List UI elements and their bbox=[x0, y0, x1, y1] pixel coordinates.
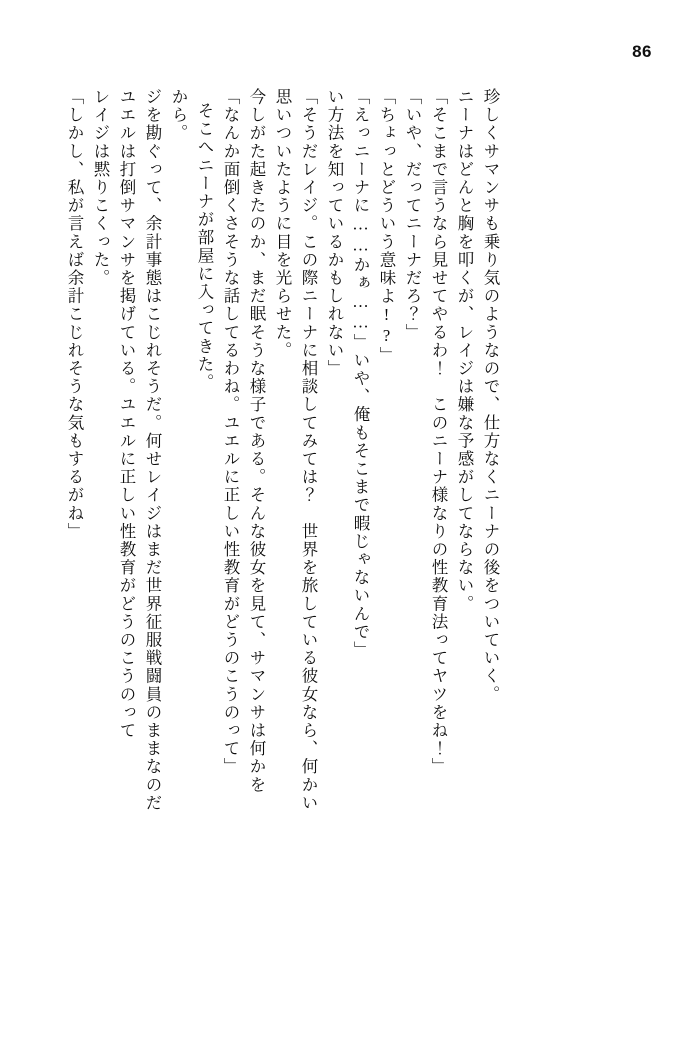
text-column: 「そうだレイジ。この際ニーナに相談してみては？ 世界を旅している彼女なら、何かい bbox=[299, 88, 318, 812]
text-column: い方法を知っているかもしれない」 bbox=[325, 88, 344, 378]
page-number: 86 bbox=[632, 42, 652, 61]
text-column: 今しがた起きたのか、まだ眠そうな様子である。そんな彼女を見て、サマンサは何かを bbox=[247, 88, 266, 794]
text-column: 「えっニーナに……かぁ……」いや、俺もそこまで暇じゃないんで」 bbox=[351, 88, 370, 660]
text-column: 「ちょっとどういう意味よ!?」 bbox=[377, 88, 396, 365]
text-column: 思いついたように目を光らせた。 bbox=[273, 88, 292, 360]
text-column: ユエルは打倒サマンサを掲げている。ユエルに正しい性教育がどうのこうのって bbox=[117, 88, 136, 740]
text-column: 「そこまで言うなら見せてやるわ！ このニーナ様なりの性教育法ってヤツをね！」 bbox=[429, 88, 448, 776]
text-column: から。 bbox=[169, 88, 188, 143]
text-column: 「なんか面倒くさそうな話してるわね。ユエルに正しい性教育がどうのこうのって」 bbox=[221, 88, 240, 776]
text-column: ニーナはどんと胸を叩くが、レイジは嫌な予感がしてならない。 bbox=[455, 88, 474, 613]
vertical-text-body bbox=[56, 88, 656, 978]
text-column: 「いや、だってニーナだろ？」 bbox=[403, 88, 422, 342]
text-column: 「しかし、私が言えば余計こじれそうな気もするがね」 bbox=[65, 88, 84, 541]
text-column: レイジは黙りこくった。 bbox=[91, 88, 110, 288]
text-column: 珍しくサマンサも乗り気のようなので、仕方なくニーナの後をついていく。 bbox=[481, 88, 500, 704]
text-column: そこへニーナが部屋に入ってきた。 bbox=[195, 102, 214, 392]
text-column: ジを勘ぐって、余計事態はこじれそうだ。何せレイジはまだ世界征服戦闘員のままなのだ bbox=[143, 88, 162, 812]
